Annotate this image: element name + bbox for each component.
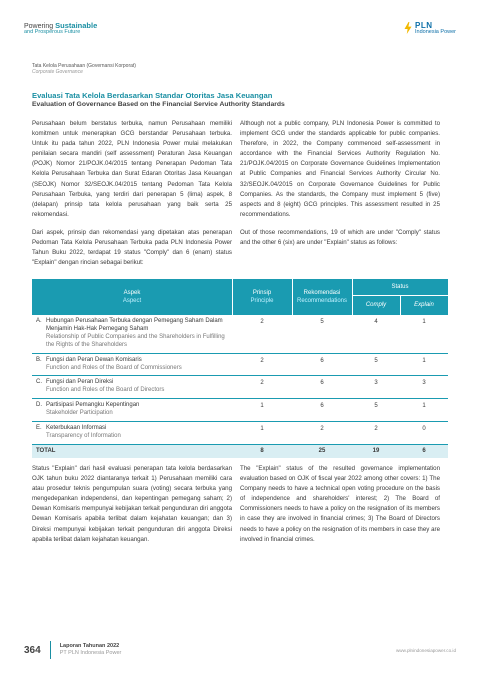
header-aspect-en: Aspect: [122, 298, 142, 304]
table-total-row: [32, 445, 448, 458]
row-aspect-en: Transparency of Information: [46, 432, 121, 439]
header-comply: Comply: [365, 302, 387, 308]
ojk-evaluation-table: [32, 279, 448, 458]
row-explain: 3: [422, 380, 426, 387]
row-aspect-en: Function and Roles of the Board of Directors: [46, 387, 165, 394]
brand-tagline: [24, 22, 97, 36]
section-title-id: Evaluasi Tata Kelola Berdasarkan Standar Otoritas Jasa Keuangan: [32, 91, 273, 100]
lightning-bolt-icon: [404, 22, 412, 34]
brand-sustainable: Sustainable: [55, 21, 98, 30]
logo-name: PLN: [415, 21, 433, 30]
paragraph-explain-en: The "Explain" status of the resulted governance implementation evaluation based on OJK of fiscal year 2022 among other covers: 1) The Company needs to have a technical open voting procedure on the basis of independence and shareholders' interest; 2) The Board of Commissioners needs to have a policy on the resignation of its members in case they are involved in financial crimes; 3) The Board of Directors needs to have a policy on the resignation of its members in case they are involved in financial crimes.: [240, 465, 440, 543]
table-row: [32, 354, 448, 377]
row-comply: 5: [374, 357, 378, 364]
breadcrumb-secondary: Corporate Governance: [32, 69, 83, 75]
row-explain: 1: [422, 403, 426, 410]
table-header: [32, 279, 448, 315]
row-aspect-id: Hubungan Perusahaan Terbuka dengan Pemegang Saham Dalam Menjamin Hak-Hak Pemegang Saham: [46, 318, 223, 332]
paragraph-intro-id: Perusahaan belum berstatus terbuka, namun Perusahaan memiliki komitmen untuk menerapkan GCG berstandar Perusahaan terbuka. Untuk itu pada tahun 2022, PLN Indonesia Power mulai melakukan penilaian secara mandiri (self assessment) Peraturan Jasa Keuangan (POJK) Nomor 21/POJK.04/2015 tentang Penerapan Pedoman Tata Kelola Perusahaan Terbuka dan Surat Edaran Otoritas Jasa Keuangan (SEOJK) Nomor 32/SEOJK.04/2015 tentang Pedoman Tata Kelola Perusahaan Terbuka, yang terdiri dari penerapan 5 (lima) aspek, 8 (delapan) prinsip tata kelola perusahaan yang baik serta 25 rekomendasi.: [32, 120, 232, 218]
report-title: Laporan Tahunan 2022: [59, 643, 120, 650]
row-letter: B.: [36, 356, 42, 363]
row-principle: 2: [260, 380, 264, 387]
row-letter: A.: [36, 318, 42, 324]
brand-powering: Powering: [24, 23, 54, 30]
total-recommendation: 25: [318, 447, 326, 454]
row-explain: 0: [422, 426, 426, 433]
brand-subline: and Prosperous Future: [24, 29, 81, 36]
total-comply: 19: [372, 447, 380, 454]
header-status: Status: [352, 279, 448, 296]
row-principle: 2: [260, 319, 264, 325]
row-recommendation: 2: [320, 426, 324, 433]
row-aspect-id: Fungsi dan Peran Direksi: [46, 379, 114, 386]
page-footer: [24, 641, 121, 659]
pln-logo: [404, 22, 456, 36]
row-letter: C.: [36, 379, 42, 386]
paragraph-status-id: Dari aspek, prinsip dan rekomendasi yang dipetakan atas penerapan Pedoman Tata Kelola Perusahaan Terbuka pada PLN Indonesia Power Tahun Buku 2022, terdapat 19 status "Comply" dan 6 (enam) status "Explain" dengan rincian sebagai berikut:: [32, 229, 232, 267]
row-comply: 3: [374, 380, 378, 387]
row-recommendation: 6: [320, 403, 324, 410]
footer-divider: [50, 641, 51, 659]
breadcrumb-primary: Tata Kelola Perusahaan (Governansi Korporat): [32, 63, 136, 69]
header-recommendation-id: Rekomendasi: [303, 290, 341, 296]
header-principle-id: Prinsip: [252, 290, 272, 296]
total-explain: 6: [422, 447, 426, 454]
row-comply: 2: [374, 426, 378, 433]
paragraph-intro-en: Although not a public company, PLN Indonesia Power is committed to implement GCG under the standards applicable for public companies. Therefore, in 2022, the Company commenced self-assessment in accordance with the Financial Services Authority Regulation No. 21/POJK.04/2015 on Corporate Governance Guidelines Implementation at Public Companies and Financial Services Authority Circular No. 32/SEOJK.04/2015 on Corporate Governance Guidelines for Public Companies. As the standards, the Company must implement 5 (five) aspects and 8 (eight) GCG principles. This assessment resulted in 25 recommendations.: [240, 120, 440, 218]
header-recommendation-en: Recommendations: [296, 298, 348, 304]
header-principle-en: Principle: [250, 298, 274, 304]
row-aspect-id: Keterbukaan Informasi: [46, 425, 107, 432]
row-comply: 5: [374, 403, 378, 410]
total-principle: 8: [260, 447, 264, 454]
row-aspect-id: Partisipasi Pemangku Kepentingan: [46, 402, 140, 409]
row-explain: 1: [422, 357, 426, 364]
header-principle: [232, 289, 292, 305]
row-recommendation: 5: [320, 319, 324, 325]
header-aspect-id: Aspek: [123, 290, 141, 296]
table-row: [32, 315, 448, 354]
paragraph-explain-id: Status "Explain" dari hasil evaluasi penerapan tata kelola berdasarkan OJK tahun buku 2022 diantaranya terkait 1) Perusahaan memiliki cara atau prosedur teknis pengumpulan suara (voting) secara terbuka yang mengedepankan independensi, dan kepentingan pemegang saham; 2) Dewan Komisaris mempunyai kebijakan terkait pengunduran diri anggota Dewan Komisaris apabila terlibat dalam kejahatan keuangan; dan 3) Direksi mempunyai kebijakan terkait pengunduran diri anggota Direksi apabila terlibat dalam kejahatan keuangan.: [32, 465, 232, 543]
table-row: [32, 422, 448, 445]
header-explain: Explain: [414, 302, 434, 308]
row-aspect-id: Fungsi dan Peran Dewan Komisaris: [46, 356, 142, 363]
table-row: [32, 399, 448, 422]
breadcrumb: [32, 63, 136, 75]
website-url: www.plnindonesiapower.co.id: [395, 648, 456, 653]
row-aspect-en: Stakeholder Participation: [46, 410, 113, 417]
section-title-en: Evaluation of Governance Based on the Financial Service Authority Standards: [32, 101, 285, 108]
row-aspect-en: Relationship of Public Companies and the Shareholders in Fulfilling the Rights of the Shareholders: [46, 333, 225, 348]
row-comply: 4: [374, 319, 378, 325]
row-explain: 1: [422, 319, 426, 325]
logo-subtitle: Indonesia Power: [415, 29, 456, 36]
section-title: [32, 91, 452, 108]
row-recommendation: 6: [320, 380, 324, 387]
table-row: [32, 376, 448, 399]
row-recommendation: 6: [320, 357, 324, 364]
paragraph-status-en: Out of those recommendations, 19 of which are under "Comply" status and the other 6 (six) are under "Explain" status as follows:: [240, 229, 440, 247]
row-aspect-en: Function and Roles of the Board of Commissioners: [46, 364, 182, 371]
row-principle: 2: [260, 357, 264, 364]
row-letter: D.: [36, 402, 42, 409]
header-aspect: [32, 289, 232, 305]
row-principle: 1: [260, 426, 264, 433]
row-letter: E.: [36, 425, 42, 432]
total-label: TOTAL: [36, 447, 56, 454]
header-recommendation: [292, 289, 352, 305]
report-subtitle: PT PLN Indonesia Power: [59, 650, 122, 656]
page-number: 364: [24, 644, 41, 656]
row-principle: 1: [260, 403, 264, 410]
